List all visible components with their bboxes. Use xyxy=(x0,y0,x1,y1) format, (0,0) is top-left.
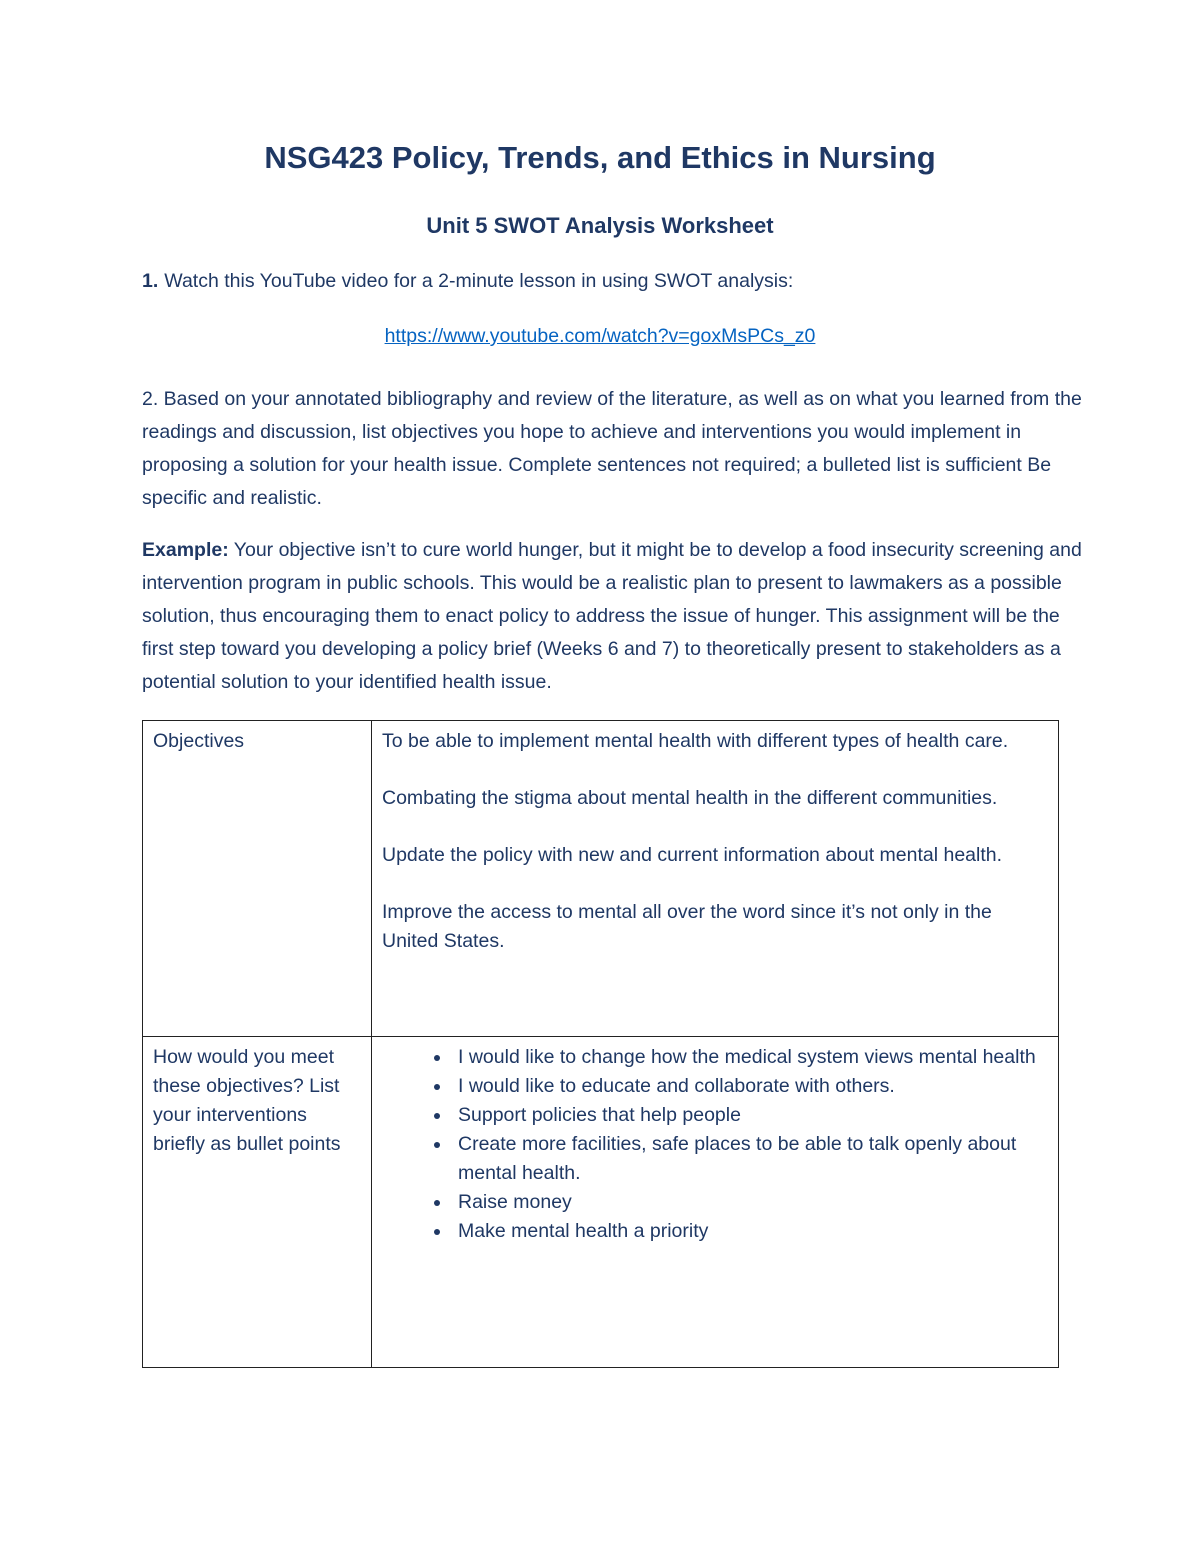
question-2-text: 2. Based on your annotated bibliography and review of the literature, as well as on what you learned from the readings and discussion, list objectives you hope to achieve and interventions you would implement in proposing a solution for your health issue. Complete sentences not required; a bulleted list is sufficient Be specific and realistic. xyxy=(142,388,1082,509)
list-item: • I would like to change how the medical system views mental health xyxy=(452,1043,1048,1072)
objectives-label-cell: Objectives xyxy=(143,721,372,1037)
interventions-label-cell: How would you meet these objectives? List your interventions briefly as bullet points xyxy=(143,1037,372,1368)
swot-table xyxy=(142,720,1059,1368)
page-subtitle: Unit 5 SWOT Analysis Worksheet xyxy=(426,213,774,238)
table-row xyxy=(143,721,1059,1037)
youtube-link[interactable]: https://www.youtube.com/watch?v=goxMsPCs_z0 xyxy=(384,325,816,347)
list-item: • Create more facilities, safe places to be able to talk openly about mental health. xyxy=(452,1130,1048,1188)
example-label: Example: xyxy=(142,539,229,561)
objective-item: Combating the stigma about mental health in the different communities. xyxy=(382,787,998,809)
question-1-text: Watch this YouTube video for a 2-minute lesson in using SWOT analysis: xyxy=(164,270,794,292)
list-item: • I would like to educate and collaborate with others. xyxy=(452,1072,1048,1101)
list-item: • Raise money xyxy=(452,1188,1048,1217)
page-title: NSG423 Policy, Trends, and Ethics in Nursing xyxy=(264,140,936,175)
question-1-number: 1. xyxy=(142,270,159,292)
interventions-list xyxy=(382,1043,1048,1246)
objective-item: To be able to implement mental health with different types of health care. xyxy=(382,730,1009,752)
interventions-cell xyxy=(372,1037,1059,1368)
objective-item: Improve the access to mental all over the word since it’s not only in the United States. xyxy=(382,901,992,952)
example-paragraph xyxy=(142,534,1082,699)
question-1 xyxy=(142,270,793,293)
objective-item: Update the policy with new and current information about mental health. xyxy=(382,844,1003,866)
objectives-cell xyxy=(372,721,1059,1037)
video-link-line xyxy=(0,325,1200,348)
list-item: • Make mental health a priority xyxy=(452,1217,1048,1246)
example-text: Your objective isn’t to cure world hunger, but it might be to develop a food insecurity screening and intervention program in public schools. This would be a realistic plan to present to lawmakers as a possible solution, thus encouraging them to enact policy to address the issue of hunger. This assignment will be the first step toward you developing a policy brief (Weeks 6 and 7) to theoretically present to stakeholders as a potential solution to your identified health issue. xyxy=(142,539,1082,693)
list-item: • Support policies that help people xyxy=(452,1101,1048,1130)
table-row xyxy=(143,1037,1059,1368)
